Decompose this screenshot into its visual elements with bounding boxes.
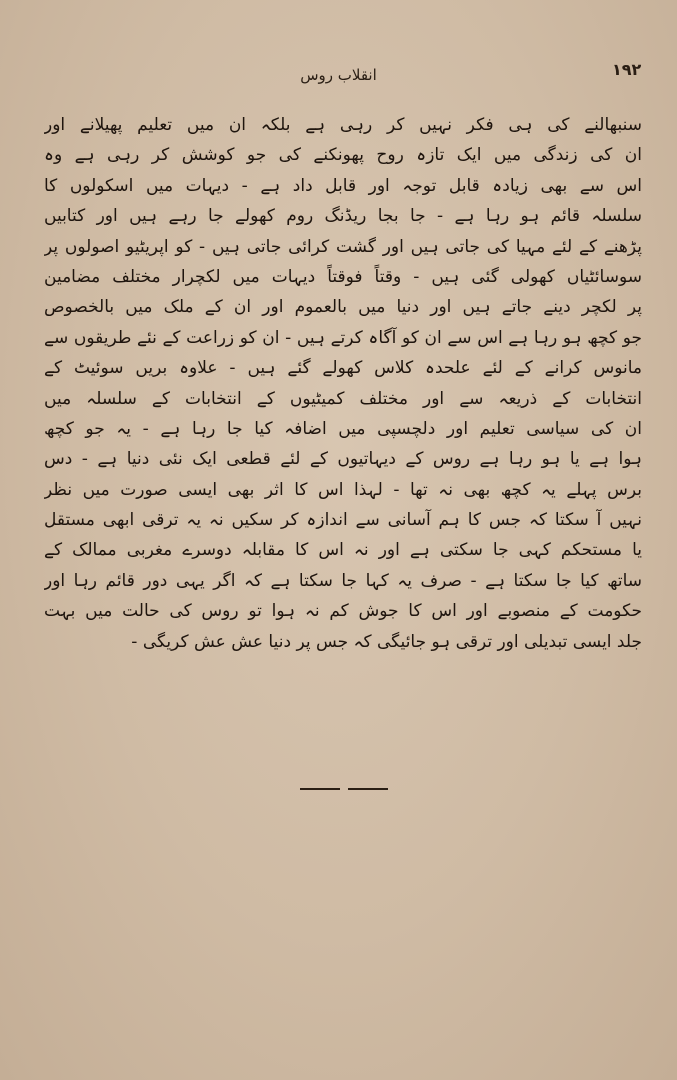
running-title: انقلاب روس [300,66,377,84]
text-line: پڑھنے کے لئے مہیا کی جاتی ہیں اور گشت کرائی جاتی ہیں - کو اپریٹیو اصولوں پر [44,236,642,257]
text-line: ان کی سیاسی تعلیم اور دلچسپی میں اضافہ کیا جا رہا ہے - یہ جو کچھ [44,418,642,439]
text-line: پر لکچر دینے جاتے ہیں اور دنیا میں بالعموم اور ان کے ملک میں بالخصوص [44,297,642,318]
page-number: ۱۹۲ [612,60,642,79]
text-line: حکومت کے منصوبے اور اس کا جوش کم نہ ہوا تو روس کی حالت میں بہت [44,601,642,622]
text-line: برس پہلے یہ کچھ بھی نہ تھا - لہذا اس کا اثر بھی ایسی صورت میں نظر [44,479,642,500]
section-end-rule [300,788,388,792]
text-line: سوسائٹیاں کھولی گئی ہیں - وقتاً فوقتاً دیہات میں لکچرار مختلف مضامین [44,266,642,287]
text-line: جلد ایسی تبدیلی اور ترقی ہو جائیگی کہ جس پر دنیا عش عش کریگی - [131,631,642,652]
text-line: سنبھالنے کی ہی فکر نہیں کر رہی ہے بلکہ ان میں تعلیم پھیلانے اور [44,115,642,135]
rule-segment [300,788,340,790]
text-line: مانوس کرانے کے لئے علحدہ کلاس کھولے گئے ہیں - علاوہ بریں سوئیٹ کے [44,358,642,379]
text-line: سلسلہ قائم ہو رہا ہے - جا بجا ریڈنگ روم کھولے جا رہے ہیں اور کتابیں [44,206,642,227]
text-line: نہیں آ سکتا کہ جس کا ہم آسانی سے اندازہ کر سکیں نہ یہ ترقی ابھی مستقل [44,510,642,531]
text-line: ان کی زندگی میں ایک تازہ روح پھونکنے کی جو کوشش کر رہی ہے وہ [44,145,642,166]
text-line: انتخابات کے ذریعہ سے اور مختلف کمیٹیوں کے انتخابات کے سلسلہ میں [44,388,642,409]
text-line: یا مستحکم کہی جا سکتی ہے اور نہ اس کا مقابلہ دوسرے مغربی ممالک کے [44,540,642,561]
text-line: اس سے بھی زیادہ قابل توجہ اور قابل داد ہے - دیہات میں اسکولوں کا [44,175,642,196]
text-line: ساتھ کیا جا سکتا ہے - صرف یہ کہا جا سکتا ہے کہ اگر یہی دور قائم رہا اور [44,570,642,591]
text-line: جو کچھ ہو رہا ہے اس سے ان کو آگاہ کرتے ہیں - ان کو زراعت کے نئے طریقوں سے [44,327,642,348]
rule-segment [348,788,388,790]
body-paragraph [44,110,642,657]
text-line: ہوا ہے یا ہو رہا ہے روس کے دیہاتیوں کے لئے قطعی ایک نئی دنیا ہے - دس [44,449,642,470]
